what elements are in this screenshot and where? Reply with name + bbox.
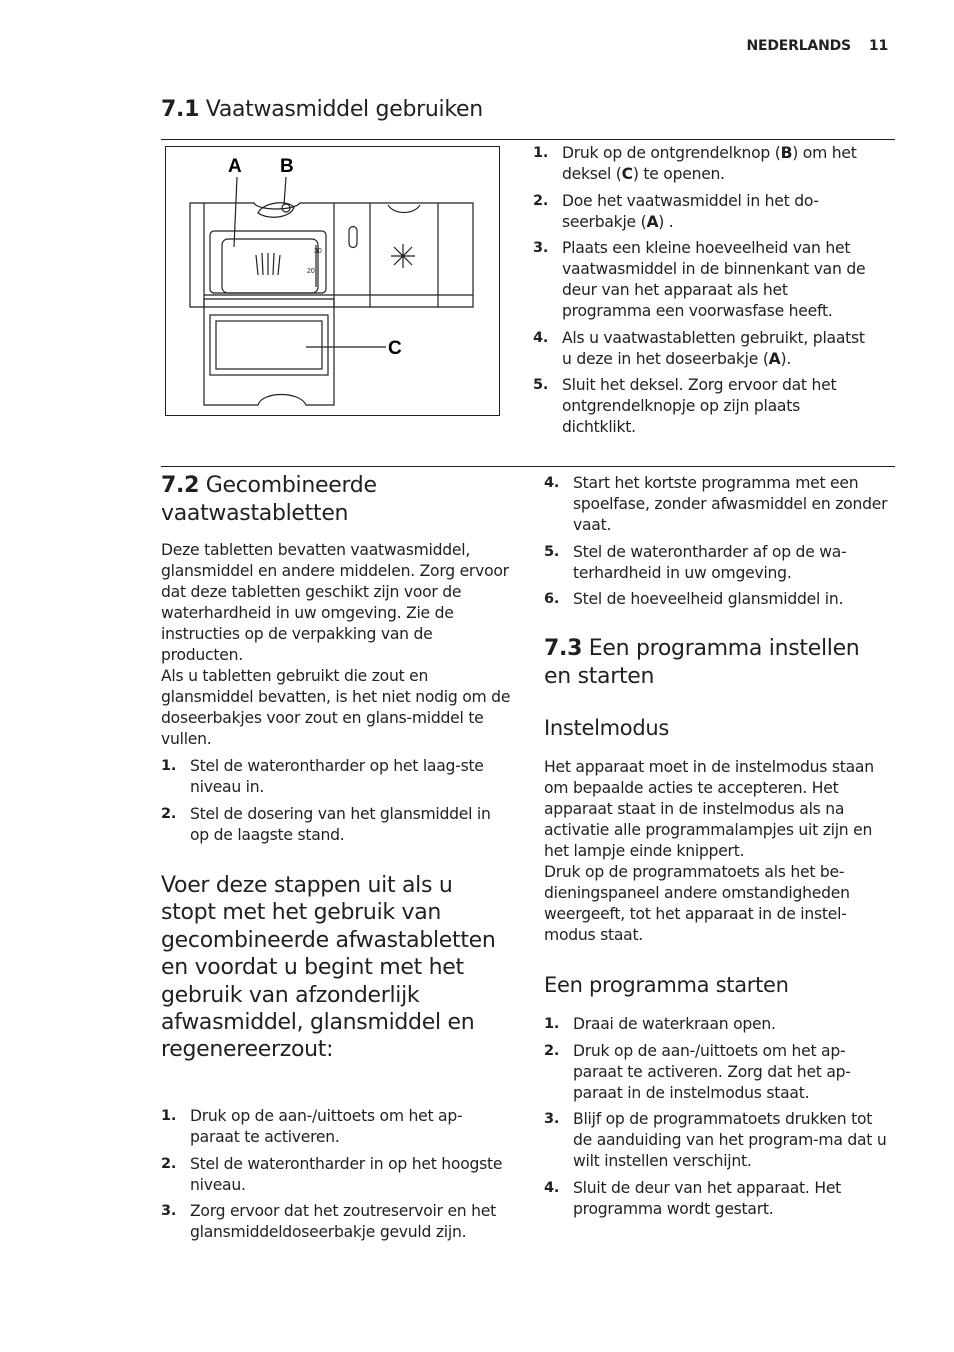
instelmodus-heading: Instelmodus <box>544 716 670 740</box>
section-7-2-title-line1: Gecombineerde <box>205 473 377 498</box>
list-item: 4. Sluit de deur van het apparaat. Het programma wordt gestart. <box>544 1178 842 1218</box>
section-7-3-title-line1: Een programma instellen <box>588 636 860 661</box>
section-7-2-rule <box>161 466 895 467</box>
section-7-3-title-line2: en starten <box>544 664 655 689</box>
list-item: 2. Doe het vaatwasmiddel in het do-seerbakje (A) . <box>533 191 819 231</box>
figure-scale-30: 30 <box>314 248 322 255</box>
list-item: 3. Blijf op de programmatoets drukken tot de aanduiding van het program-ma dat u wilt instellen verschijnt. <box>544 1110 887 1170</box>
instelmodus-body <box>544 757 896 946</box>
list-item: 1. Stel de waterontharder op het laag-ste niveau in. <box>161 757 484 796</box>
section-7-3-number: 7.3 <box>544 636 583 661</box>
figure-label-b: B <box>280 156 294 177</box>
figure-label-a: A <box>228 156 242 177</box>
section-7-1-rule <box>161 139 895 140</box>
section-7-2-heading <box>161 472 521 528</box>
detergent-dispenser-figure <box>165 146 500 416</box>
list-item: 3. Plaats een kleine hoeveelheid van het vaatwasmiddel in de binnenkant van de deur van het apparaat als het programma een voorwasfase heeft. <box>533 239 866 320</box>
section-7-1-number: 7.1 <box>161 97 200 122</box>
start-program-steps <box>544 1014 889 1225</box>
list-item: 5. Stel de waterontharder af op de wa-terhardheid in uw omgeving. <box>544 542 847 582</box>
list-item: 1. Draai de waterkraan open. <box>544 1015 776 1033</box>
switch-back-steps <box>161 1106 506 1249</box>
section-7-2-body <box>161 540 513 851</box>
page-number: 11 <box>868 38 888 54</box>
list-item: 2. Stel de dosering van het glansmiddel in op de laagste stand. <box>161 804 491 844</box>
section-7-1-title: Vaatwasmiddel gebruiken <box>205 97 483 122</box>
switch-back-heading: Voer deze stappen uit als u stopt met het gebruik van gecombineerde afwastabletten en voordat u begint met het gebruik van afzonderlijk afwasmiddel, glansmiddel en regenereerzout: <box>161 873 496 1063</box>
section-7-2-number: 7.2 <box>161 473 200 498</box>
start-program-heading: Een programma starten <box>544 973 789 997</box>
section-7-1-steps <box>533 143 878 444</box>
list-item: 6. Stel de hoeveelheid glansmiddel in. <box>544 590 844 608</box>
list-item: 1. Druk op de aan-/uittoets om het ap-paraat te activeren. <box>161 1107 463 1146</box>
page-header <box>728 38 888 54</box>
section-7-1-heading <box>161 96 483 124</box>
list-item: 3. Zorg ervoor dat het zoutreservoir en het glansmiddeldoseerbakje gevuld zijn. <box>161 1202 496 1241</box>
list-item: 2. Stel de waterontharder in op het hoogste niveau. <box>161 1154 503 1194</box>
header-language: NEDERLANDS <box>746 38 851 54</box>
figure-scale-20: 20 <box>307 268 315 275</box>
section-7-2-title-line2: vaatwastabletten <box>161 501 349 526</box>
section-7-3-heading <box>544 635 904 691</box>
instelmodus-para1: Het apparaat moet in de instelmodus staan om bepaalde acties te accepteren. Het apparaat staat in de instelmodus als na activatie alle programmalampjes uit zijn en het lampje einde knippert. <box>544 758 874 860</box>
switch-back-steps-continued <box>544 473 894 616</box>
section-7-2-para1: Deze tabletten bevatten vaatwasmiddel, glansmiddel en andere middelen. Zorg ervoor dat deze tabletten geschikt zijn voor de waterhardheid in uw omgeving. Zie de instructies op de verpakking van de producten. <box>161 541 509 664</box>
list-item: 5. Sluit het deksel. Zorg ervoor dat het ontgrendelknopje op zijn plaats dichtklikt. <box>533 376 837 436</box>
list-item: 2. Druk op de aan-/uittoets om het ap-paraat te activeren. Zorg dat het ap-paraat in de instelmodus staat. <box>544 1041 851 1102</box>
instelmodus-para2: Druk op de programmatoets als het be-dieningspaneel andere omstandigheden weergeeft, tot het apparaat in de instel-modus staat. <box>544 863 850 944</box>
figure-label-c: C <box>388 338 402 359</box>
section-7-2-para2: Als u tabletten gebruikt die zout en glansmiddel bevatten, is het niet nodig om de doseerbakjes voor zout en glans-middel te vullen. <box>161 667 511 748</box>
detergent-dispenser-drawing <box>166 147 501 417</box>
section-7-2-steps <box>161 756 513 846</box>
list-item: 4. Als u vaatwastabletten gebruikt, plaatst u deze in het doseerbakje (A). <box>533 328 865 368</box>
list-item: 4. Start het kortste programma met een spoelfase, zonder afwasmiddel en zonder vaat. <box>544 474 888 534</box>
list-item: 1. Druk op de ontgrendelknop (B) om het deksel (C) te openen. <box>533 144 857 183</box>
